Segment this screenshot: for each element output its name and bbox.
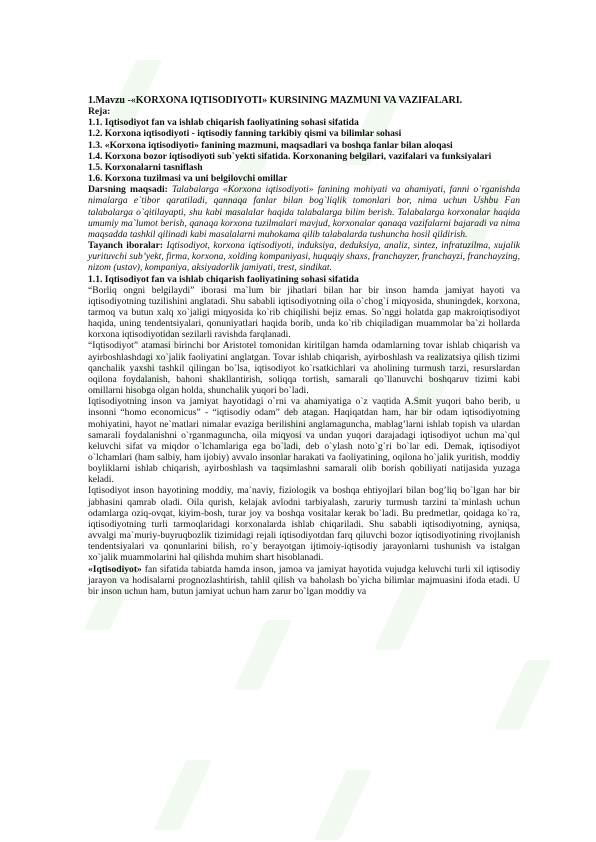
body-paragraph: “Iqtisodiyot” atamasi birinchi bor Aristotel tomonidan kiritilgan hamda odamlarning tovar ishlab chiqarish va ayirboshlashdagi xo`jalik faoliyatini anglatgan. Tovar ishlab chiqarish, ayirboshlash va realizatsiya qilish tizimi qanchalik yaxshi tashkil qilingan bo`lsa, iqtisodiyot ko`rsatkichlari va aholining turmush tarzi, resurslardan oqilona foydalanish, bahoni shakllantirish, soliqqa tortish, samarali qo`llanuvchi boshqaruv tizimi kabi omillarni hisobga olgan holda, shunchalik yuqori bo`ladi. <box>88 340 520 397</box>
plan-label: Reja: <box>88 106 111 118</box>
plan-item: 1.3. «Korxona iqtisodiyoti» fanining mazmuni, maqsadlari va boshqa fanlar bilan aloqasi <box>88 139 453 151</box>
plan-item: 1.5. Korxonalarni tasniflash <box>88 161 203 173</box>
last-paragraph-text: fan sifatida tabiatda hamda inson, jamoa va jamiyat hayotida vujudga keluvchi turli xil iqtisodiy jarayon va hodisalarni prognozlashtirish, tahlil qilish va baholash bo`yicha bilimlar majmuasini ifoda etadi. U bir inson uchun ham, butun jamiyat uchun ham zarur bo`lgan moddiy va <box>88 563 520 597</box>
body-paragraph-last <box>88 564 520 597</box>
body-paragraph: “Borliq ongni belgilaydi” iborasi ma`lum bir jihatlari bilan har bir inson hamda jamiyat hayoti va iqtisodiyotning tuzilishini anglatadi. Shu sababli iqtisodiyotning oila o`chog`i miqyosida, shuningdek, korxona, tarmoq va butun xalq xo`jaligi miqyosida ko`rib chiqilishi bejiz emas. So`nggi holatda gap makroiqtisodiyot haqida, uning tendentsiyalari, qonuniyatlari haqida borib, unda ko`rib chiqiladigan muammolar ba`zi hollarda korxona iqtisodiyotidan sezilarli ravishda farqlanadi. <box>88 284 520 341</box>
terms-text: Iqtisodiyot, korxona iqtisodiyoti, induksiya, deduksiya, analiz, sintez, infratuzilma, xujalik yurituvchi sub’yekt, firma, korxona, xolding kompaniyasi, huquqiy shaxs, franchayzer, franchayzi, franchayzing, nizom (ustav), kompaniya, aksiyadorlik jamiyati, trest, sindikat. <box>88 240 520 274</box>
goal-text: Talabalarga «Korxona iqtisodiyoti» fanining mohiyati va ahamiyati, fanni o`rganishda nimalarga e`tibor qaratiladi, qannaqa fanlar bilan bog`liqlik tomonlari bor, nima uchun Ushbu Fan talabalarga o`qitilayapti, shu kabi masalalar haqida talabalarga bilim berish. Talabalarga korxonalar haqida umumiy ma`lumot berish, qanaqa korxona tuzilmalari mavjud, korxonalar qanaqa vazifalarni bajaradi va nima maqsadda tashkil qilinadi kabi masalalarni muhokama qilib talabalarda tushuncha hosil qildirish. <box>88 184 520 240</box>
plan-item: 1.2. Korxona iqtisodiyoti - iqtisodiy fanning tarkibiy qismi va bilimlar sohasi <box>88 128 402 140</box>
lesson-goal <box>88 184 520 240</box>
terms-label: Tayanch iboralar: <box>88 240 164 252</box>
goal-label: Darsning maqsadi: <box>88 184 168 196</box>
plan-item: 1.6. Korxona tuzilmasi va uni belgilovchi omillar <box>88 173 288 185</box>
document-title: 1.Mavzu -«KORXONA IQTISODIYOTI» KURSINING MAZMUNI VA VAZIFALARI. <box>88 95 463 106</box>
document-page <box>88 95 520 597</box>
section-heading: 1.1. Iqtisodiyot fan va ishlab chiqarish faoliyatining sohasi sifatida <box>88 273 359 285</box>
term-emphasis: «Iqtisodiyot» <box>88 563 142 575</box>
plan-item: 1.1. Iqtisodiyot fan va ishlab chiqarish faoliyatining sohasi sifatida <box>88 117 359 129</box>
body-paragraph: Iqtisodiyotning inson va jamiyat hayotidagi o`rni va ahamiyatiga o`z vaqtida A.Smit yuqori baho berib, u insonni “homo economicus” - “iqtisodiy odam” deb atagan. Haqiqatdan ham, har bir odam iqtisodiyotning mohiyatini, hayot ne`matlari nimalar evaziga berilishini anglamaguncha, mablag’larni ishlab topish va ulardan samarali foydalanishni o`rganmaguncha, oila miqyosi va undan yuqori darajadagi iqtisodiyot uchun ma`qul keluvchi sifat va miqdor o`lchamlariga ega bo`ladi, deb o`ylash noto`g`ri bo`lar edi. Demak, iqtisodiyot o`lchamlari (ham salbiy, ham ijobiy) avvalo insonlar harakati va faoliyatining, oqilona ho`jalik yuritish, moddiy boyliklarni ishlab chiqarish, ayirboshlash va taqsimlashni samarali olib borish qobiliyati natijasida yuzaga keladi. <box>88 396 520 486</box>
plan-item: 1.4. Korxona bozor iqtisodiyoti sub`yekti sifatida. Korxonaning belgilari, vazifalari va funksiyalari <box>88 150 492 162</box>
body-paragraph: Iqtisodiyot inson hayotining moddiy, ma`naviy, fiziologik va boshqa ehtiyojlari bilan bog’liq bo`lgan har bir jabhasini qamrab oladi. Oila qurish, kelajak avlodni tarbiyalash, zaruriy turmush tarzini ta`minlash uchun odamlarga oziq-ovqat, kiyim-bosh, turar joy va boshqa vositalar kerak bo`ladi. Bu predmetlar, qoidaga ko`ra, iqtisodiyotning turli tarmoqlaridagi korxonalarda ishlab chiqariladi. Shu sababli iqtisodiyotning, ayniqsa, avvalgi ma`muriy-buyruqbozlik tizimidagi rejali iqtisodiyotdan farq qiluvchi bozor iqtisodiyotining rivojlanish tendentsiyalari va qonunlarini bilish, ro`y berayotgan ijtimoiy-iqtisodiy jarayonlarni tushunish va istalgan xo`jalik muammolarini hal qilishda muhim shart hisoblanadi. <box>88 485 520 564</box>
key-terms <box>88 240 520 273</box>
